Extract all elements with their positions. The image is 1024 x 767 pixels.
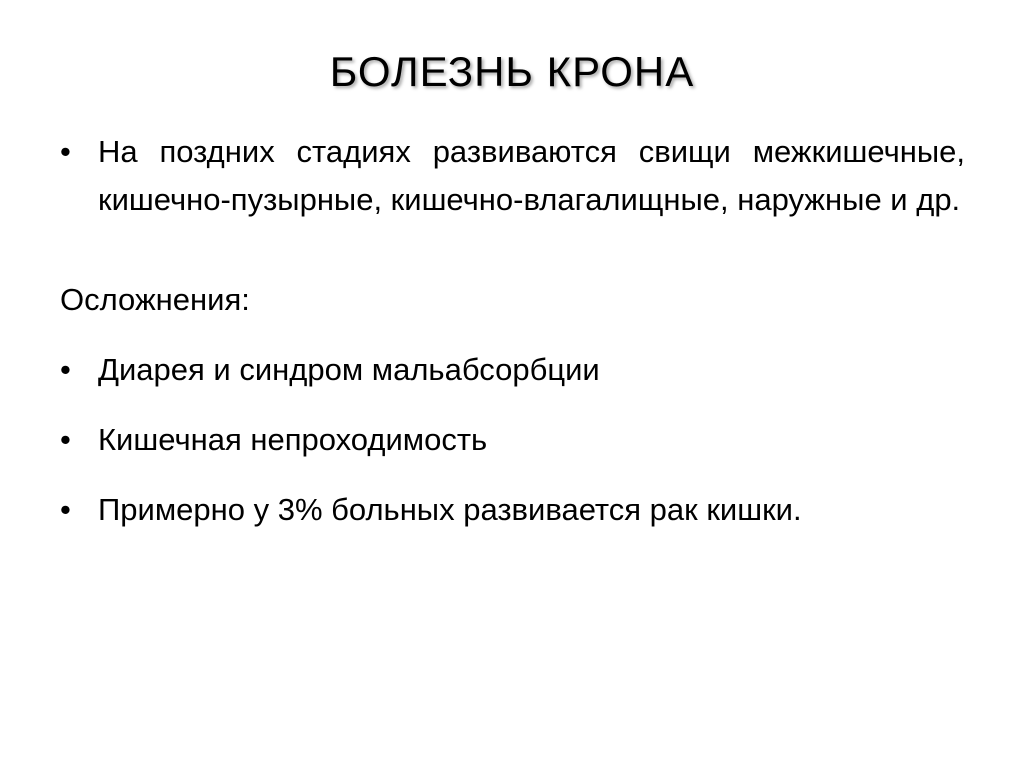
bullet-item-obstruction xyxy=(60,416,965,486)
bullet-item-cancer xyxy=(60,486,965,534)
bullet-dot-icon: • xyxy=(60,352,71,387)
bullet-text: Примерно у 3% больных развивается рак кишки. xyxy=(98,492,802,527)
bullet-item-fistulas xyxy=(60,128,965,276)
bullet-dot-icon: • xyxy=(60,422,71,457)
slide-title: БОЛЕЗНЬ КРОНА xyxy=(329,48,695,95)
bullet-text: Кишечная непроходимость xyxy=(98,422,488,457)
bullet-text: На поздних стадиях развиваются свищи межкишечные, кишечно-пузырные, кишечно-влагалищные, наружные и др. xyxy=(98,134,965,217)
bullet-item-diarrhea xyxy=(60,346,965,416)
section-label-complications: Осложнения: xyxy=(60,282,250,317)
slide-body xyxy=(60,128,965,534)
bullet-dot-icon: • xyxy=(60,492,71,527)
bullet-text: Диарея и синдром мальабсорбции xyxy=(98,352,600,387)
bullet-dot-icon: • xyxy=(60,134,71,169)
